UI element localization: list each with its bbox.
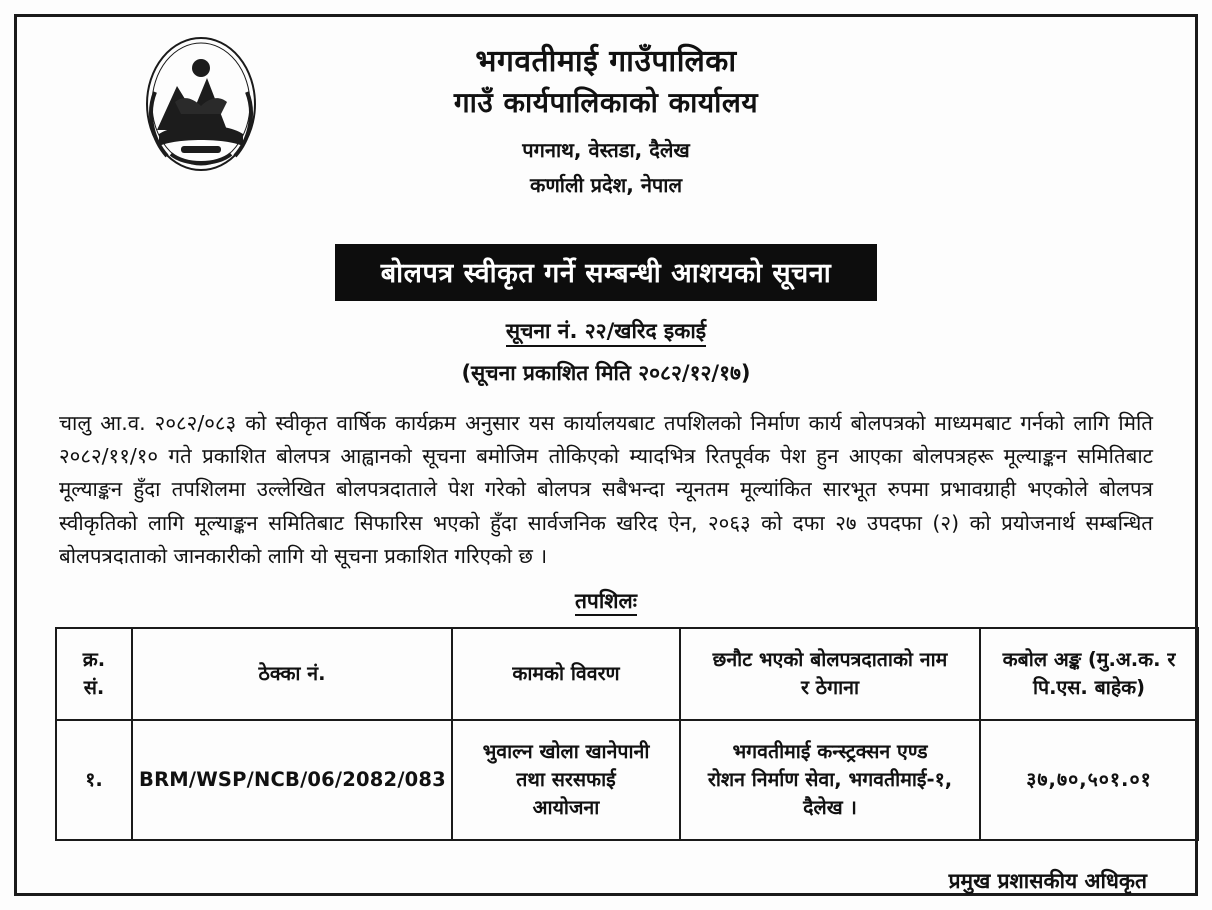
cell-sn: १. [56,720,132,840]
notice-number-row [55,317,1157,345]
cell-work-description: भुवाल्न खोला खानेपानी तथा सरसफाई आयोजना [452,720,680,840]
column-header-amount: कबोल अङ्क (मु.अ.क. र पि.एस. बाहेक) [980,628,1198,720]
notice-body-paragraph: चालु आ.व. २०८२/०८३ को स्वीकृत वार्षिक कार्यक्रम अनुसार यस कार्यालयबाट तपशिलको निर्माण कार्य बोलपत्रको माध्यमबाट गर्नको लागि मिति २०८२/११/१० गते प्रकाशित बोलपत्र आह्वानको सूचना बमोजिम तोकिएको म्यादभित्र रितपूर्वक पेश हुन आएका बोलपत्रहरू मूल्याङ्कन समितिबाट मूल्याङ्कन हुँदा तपशिलमा उल्लेखित बोलपत्रदाताले पेश गरेको बोलपत्र सबैभन्दा न्यूनतम मूल्यांकित सारभूत रुपमा प्रभावग्राही भएकोले बोलपत्र स्वीकृतिको लागि मूल्याङ्कन समितिबाट सिफारिस भएको हुँदा सार्वजनिक खरिद ऐन, २०६३ को दफा २७ उपदफा (२) को प्रयोजनार्थ सम्बन्धित बोलपत्रदाताको जानकारीको लागि यो सूचना प्रकाशित गरिएको छ । [59,411,1153,568]
title-banner-wrap [55,244,1157,301]
signature-designation: प्रमुख प्रशासकीय अधिकृत [948,869,1147,894]
nepal-government-emblem-icon [141,34,261,174]
bid-details-table [55,627,1199,841]
notice-title-banner: बोलपत्र स्वीकृत गर्ने सम्बन्धी आशयको सूचना [335,244,878,301]
cell-bidder: भगवतीमाई कन्स्ट्रक्सन एण्ड रोशन निर्माण सेवा, भगवतीमाई-१, दैलेख । [680,720,980,840]
schedule-label-row [55,587,1157,615]
organization-office: गाउँ कार्यपालिकाको कार्यालय [453,85,759,119]
column-header-work-description: कामको विवरण [452,628,680,720]
table-header-row [56,628,1198,720]
table-body [56,720,1198,840]
address-line-2: कर्णाली प्रदेश, नेपाल [529,172,683,197]
organization-name: भगवतीमाई गाउँपालिका [475,44,737,79]
address-line-1: पगनाथ, वेस्तडा, दैलेख [522,137,690,162]
notice-publish-date: (सूचना प्रकाशित मिति २०८२/१२/१७) [461,361,751,385]
table-row [56,720,1198,840]
notice-number: सूचना नं. २२/खरिद इकाई [506,319,706,347]
document-header [55,26,1157,226]
cell-contract-no: BRM/WSP/NCB/06/2082/083 [132,720,452,840]
table-header [56,628,1198,720]
column-header-contract-no: ठेक्का नं. [132,628,452,720]
column-header-bidder: छनौट भएको बोलपत्रदाताको नाम र ठेगाना [680,628,980,720]
cell-amount: ३७,७०,५०१.०१ [980,720,1198,840]
document-content [31,14,1181,895]
schedule-label: तपशिलः [575,589,637,616]
column-header-sn: क्र. सं. [56,628,132,720]
